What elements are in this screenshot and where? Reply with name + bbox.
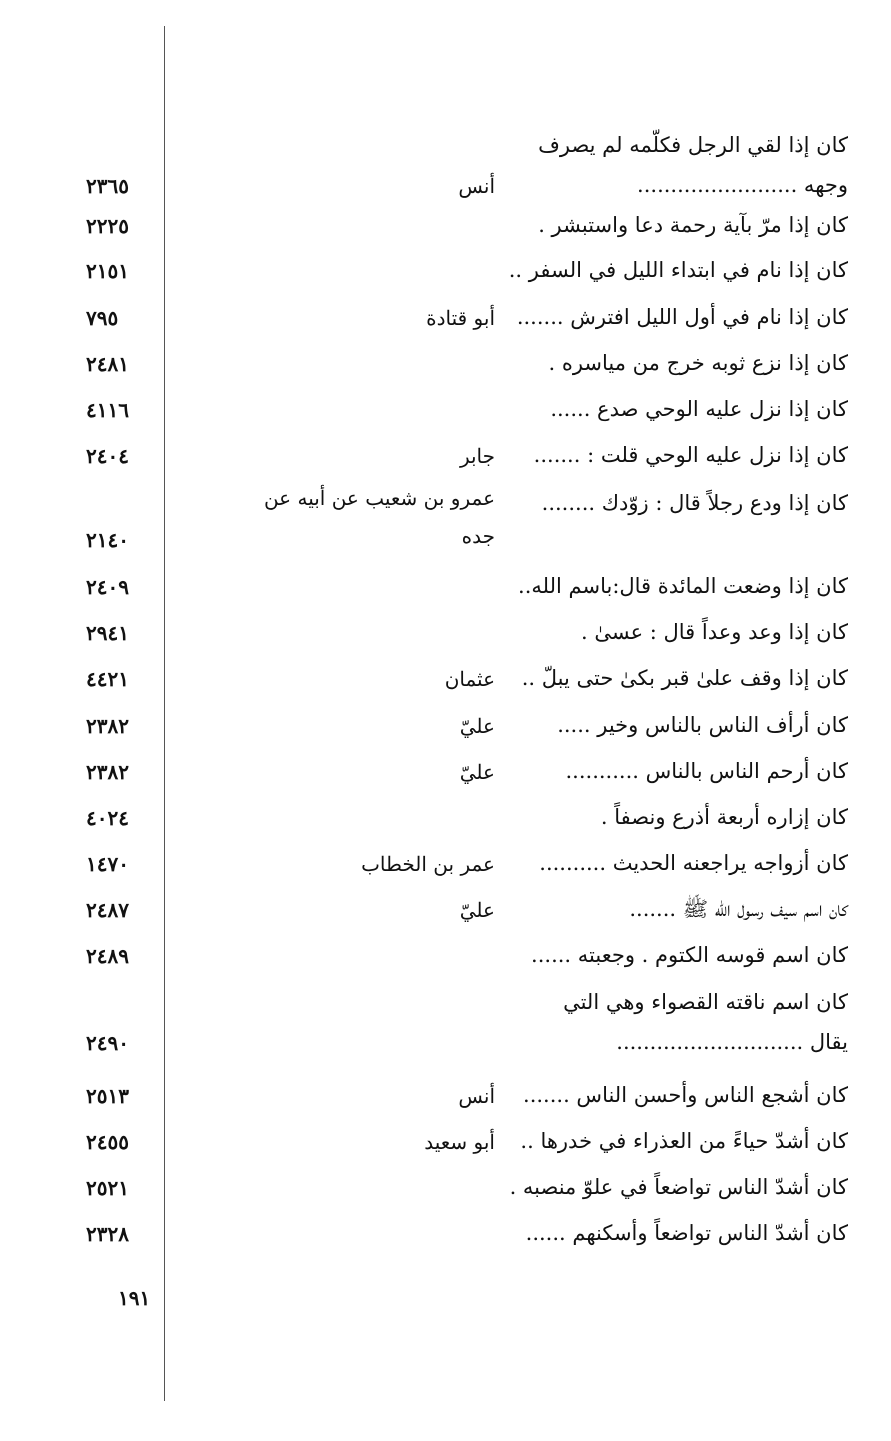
entry-text: [525, 1213, 848, 1253]
entry-text: [528, 389, 848, 429]
entry-number: ٢١٥١: [86, 259, 129, 283]
entry-text-line: كان إذا وضعت المائدة قال:باسم الله..: [518, 574, 848, 598]
entry-text: [528, 205, 848, 245]
entry-text-line: كان اسم قوسه الكتوم . وجعبته ......: [531, 943, 848, 967]
entry-narrator: عثمان: [444, 667, 495, 691]
entry-text-line: كان أرحم الناس بالناس ...........: [565, 759, 848, 783]
entry-text-line: كان إذا نزل عليه الوحي صدع ......: [550, 397, 848, 421]
entry-text-line: كان إذا ودع رجلاً قال : زوّدك ........: [541, 491, 848, 515]
entry-text: [516, 297, 848, 337]
entry-text-line: يقال ............................: [616, 1030, 848, 1054]
entry-number: ٢٣٨٢: [86, 714, 129, 738]
entry-number: ٢٤٠٤: [86, 444, 129, 468]
entry-number: ٢٣٢٨: [86, 1222, 129, 1246]
entry-narrator: جابر: [459, 444, 495, 468]
entry-text: [528, 935, 848, 975]
entry-text: [521, 658, 848, 698]
entry-text: [528, 343, 848, 383]
entry-narrator: عليّ: [459, 898, 495, 922]
entry-number: ٢٣٦٥: [86, 174, 129, 198]
entry-narrator: أنس: [458, 174, 495, 198]
entry-number: ٢٤٩٠: [86, 1031, 129, 1055]
entry-number: ٢١٤٠: [86, 528, 129, 552]
entry-narrator: عمر بن الخطاب: [361, 852, 495, 876]
entry-text: [518, 566, 848, 606]
entry-text-line: كان أشدّ الناس تواضعاً وأسكنهم ......: [525, 1221, 848, 1245]
entry-number: ٢٣٨٢: [86, 760, 129, 784]
entry-number: ٢٥٢١: [86, 1176, 129, 1200]
entry-text: [528, 705, 848, 745]
entry-text-line: كان إذا لقي الرجل فكلّمه لم يصرف: [538, 133, 848, 157]
entry-text-line: كان أرأف الناس بالناس وخير .....: [557, 713, 848, 737]
page-number: ١٩١: [118, 1286, 151, 1310]
entry-text: [528, 612, 848, 652]
entry-narrator: أبو قتادة: [426, 306, 495, 330]
entry-number: ٢٢٢٥: [86, 214, 129, 238]
entry-text-line: كان إذا نام في أول الليل افترش .......: [516, 305, 848, 329]
entry-text-line: كان إذا وقف علىٰ قبر بكىٰ حتى يبلّ ..: [521, 666, 848, 690]
entry-number: ٧٩٥: [86, 306, 119, 330]
entry-narrator: أبو سعيد: [424, 1130, 495, 1154]
entry-number: ٢٤٠٩: [86, 575, 129, 599]
entry-text: [520, 1121, 848, 1161]
entry-text-line: كان إذا نزع ثوبه خرج من مياسره .: [548, 351, 848, 375]
entry-text-line: كان أشدّ حياءً من العذراء في خدرها ..: [520, 1129, 848, 1153]
entry-text-line: كان أشجع الناس وأحسن الناس .......: [523, 1083, 848, 1107]
entry-number: ٢٤٨١: [86, 352, 129, 376]
entry-narrator: عليّ: [459, 760, 495, 784]
entry-text-line: كان إذا نزل عليه الوحي قلت : .......: [533, 443, 848, 467]
entry-text-line: كان إذا نام في ابتداء الليل في السفر ..: [508, 258, 848, 282]
entry-number: ٢٤٨٩: [86, 944, 129, 968]
entry-text: [528, 889, 848, 929]
entry-text-line: كان اسم ناقته القصواء وهي التي: [563, 990, 848, 1014]
entry-text-line: كان إذا مرّ بآية رحمة دعا واستبشر .: [538, 213, 848, 237]
entry-number: ١٤٧٠: [86, 852, 129, 876]
entry-text: [528, 982, 848, 1062]
entry-text-line: كان أشدّ الناس تواضعاً في علوّ منصبه .: [509, 1175, 848, 1199]
entry-number: ٢٤٥٥: [86, 1130, 129, 1154]
entry-number: ٢٩٤١: [86, 621, 129, 645]
entry-text: [528, 751, 848, 791]
entry-number: ٢٥١٣: [86, 1084, 129, 1108]
entry-text: [528, 483, 848, 523]
entry-number: ٤١١٦: [86, 398, 129, 422]
entry-narrator: أنس: [458, 1084, 495, 1108]
entry-text: [508, 250, 848, 290]
entry-text-line: كان إزاره أربعة أذرع ونصفاً .: [600, 805, 848, 829]
entry-text-line: كان إذا وعد وعداً قال : عسىٰ .: [580, 620, 848, 644]
entry-text: [509, 1167, 848, 1207]
entry-text-line: كان اسم سيف رسول الله ﷺ .......: [629, 897, 848, 921]
entry-narrator: عمرو بن شعيب عن أبيه عن جده: [263, 486, 495, 548]
entry-number: ٤٠٢٤: [86, 806, 129, 830]
entry-text: [528, 435, 848, 475]
entry-narrator: عليّ: [459, 714, 495, 738]
entry-text: [528, 125, 848, 205]
entry-text-line: وجهه ........................: [637, 173, 848, 197]
entry-number: ٤٤٢١: [86, 667, 129, 691]
entry-text: [523, 1075, 848, 1115]
entry-number: ٢٤٨٧: [86, 898, 129, 922]
entry-text: [528, 797, 848, 837]
entry-text-line: كان أزواجه يراجعنه الحديث ..........: [539, 851, 848, 875]
entry-text: [528, 843, 848, 883]
